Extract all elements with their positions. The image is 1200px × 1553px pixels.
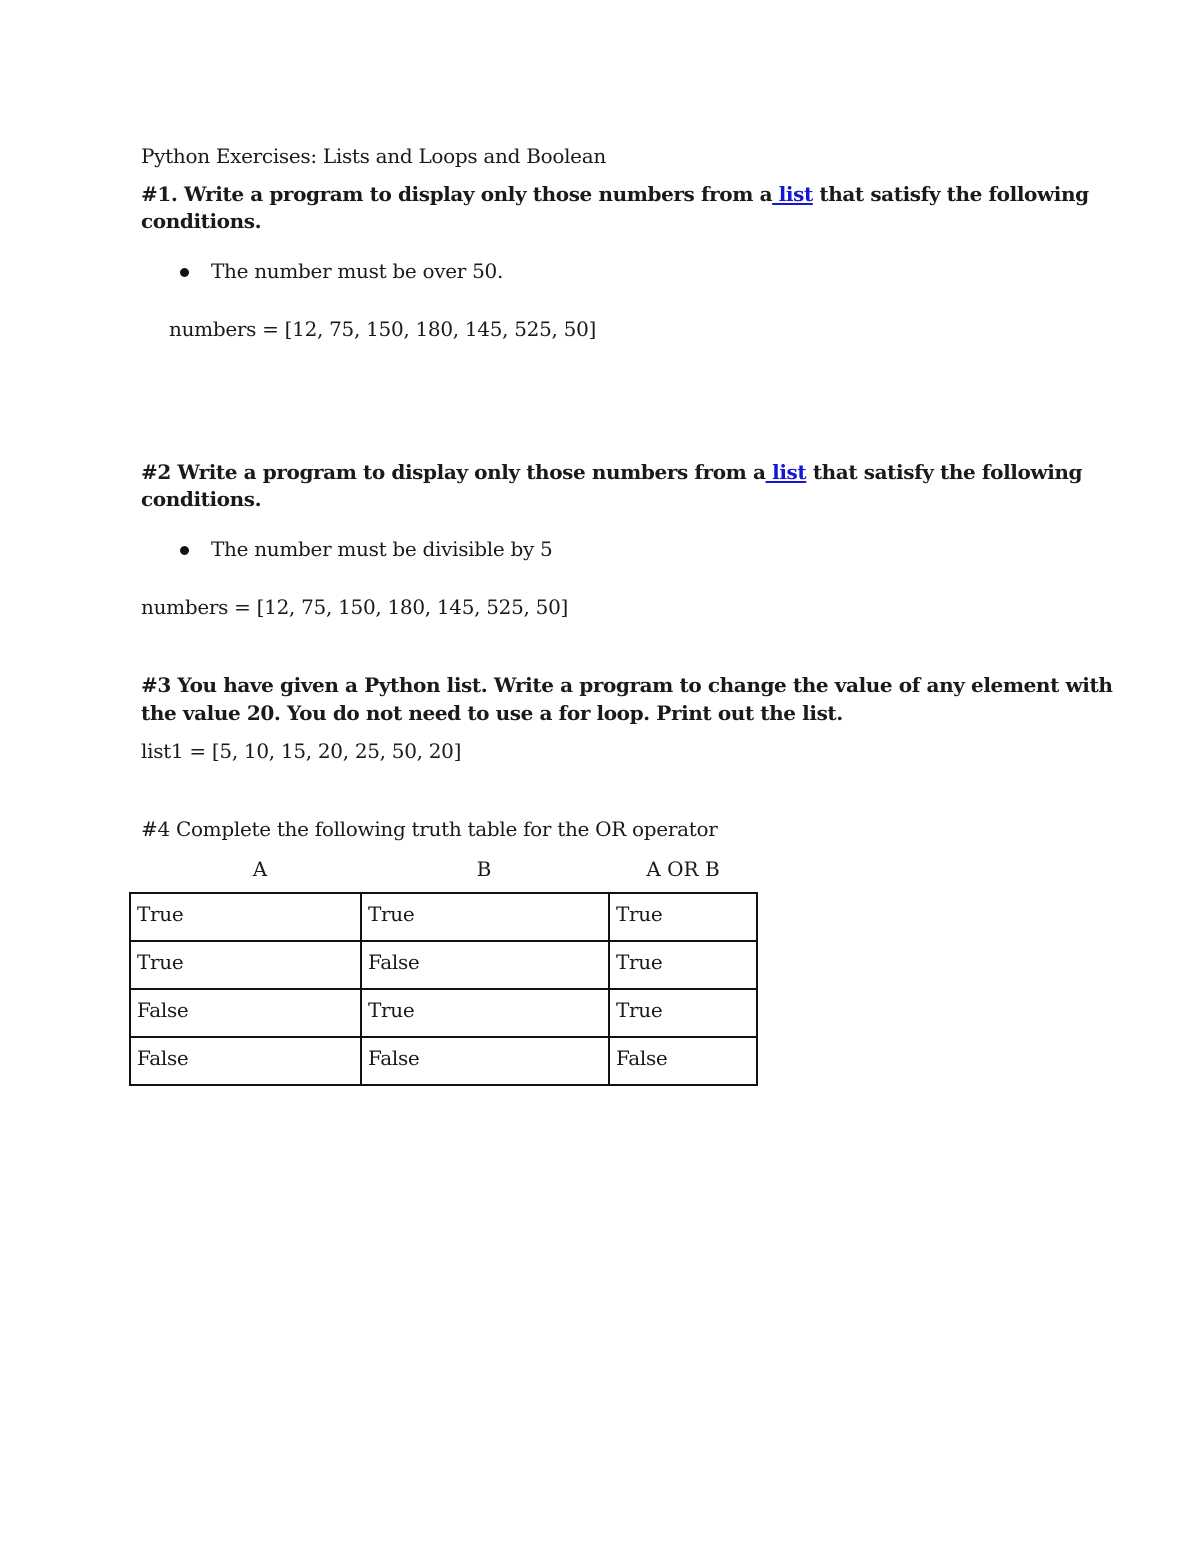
exercise-2-heading-cont: conditions. [141,487,262,511]
table-cell: False [130,989,361,1037]
table-cell: True [130,941,361,989]
exercise-3-heading: #3 You have given a Python list. Write a program to change the value of any element with [141,673,1113,697]
table-cell: False [130,1037,361,1085]
exercise-2-text-b: that satisfy the following [806,460,1083,484]
exercise-2-text-a: #2 Write a program to display only those numbers from a [141,460,766,484]
exercise-4-prompt: #4 Complete the following truth table for the OR operator [141,817,718,841]
truth-table-header-a-or-b: A OR B [646,857,720,881]
table-cell: True [361,989,609,1037]
exercise-2-code: numbers = [12, 75, 150, 180, 145, 525, 50] [141,595,569,619]
exercise-1-code: numbers = [12, 75, 150, 180, 145, 525, 50] [169,317,597,341]
document-title: Python Exercises: Lists and Loops and Boolean [141,144,606,168]
table-row [130,989,757,1037]
table-cell: False [361,1037,609,1085]
exercise-1-text-a: #1. Write a program to display only those numbers from a [141,182,773,206]
bullet-dot-icon [180,546,189,555]
table-row [130,1037,757,1085]
table-row [130,941,757,989]
exercise-2-list-link[interactable]: list [765,460,807,484]
exercise-1-text-b: that satisfy the following [812,182,1089,206]
table-cell: True [609,893,757,941]
truth-table-header-a: A [252,857,268,881]
exercise-1-heading-cont: conditions. [141,209,262,233]
table-cell: False [609,1037,757,1085]
bullet-dot-icon [180,268,189,277]
exercise-1-list-link[interactable]: list [772,182,813,206]
table-cell: True [130,893,361,941]
exercise-2-condition: The number must be divisible by 5 [211,537,553,561]
exercise-1-heading [141,181,1089,208]
table-cell: True [609,941,757,989]
table-cell: True [609,989,757,1037]
table-cell: False [361,941,609,989]
exercise-3-code: list1 = [5, 10, 15, 20, 25, 50, 20] [141,739,462,763]
exercise-2-heading [141,459,1082,486]
exercise-1-condition: The number must be over 50. [211,259,503,283]
exercise-3-heading-cont: the value 20. You do not need to use a for loop. Print out the list. [141,701,843,725]
truth-table-header-b: B [476,857,492,881]
table-cell: True [361,893,609,941]
table-row [130,893,757,941]
truth-table [129,892,758,1086]
